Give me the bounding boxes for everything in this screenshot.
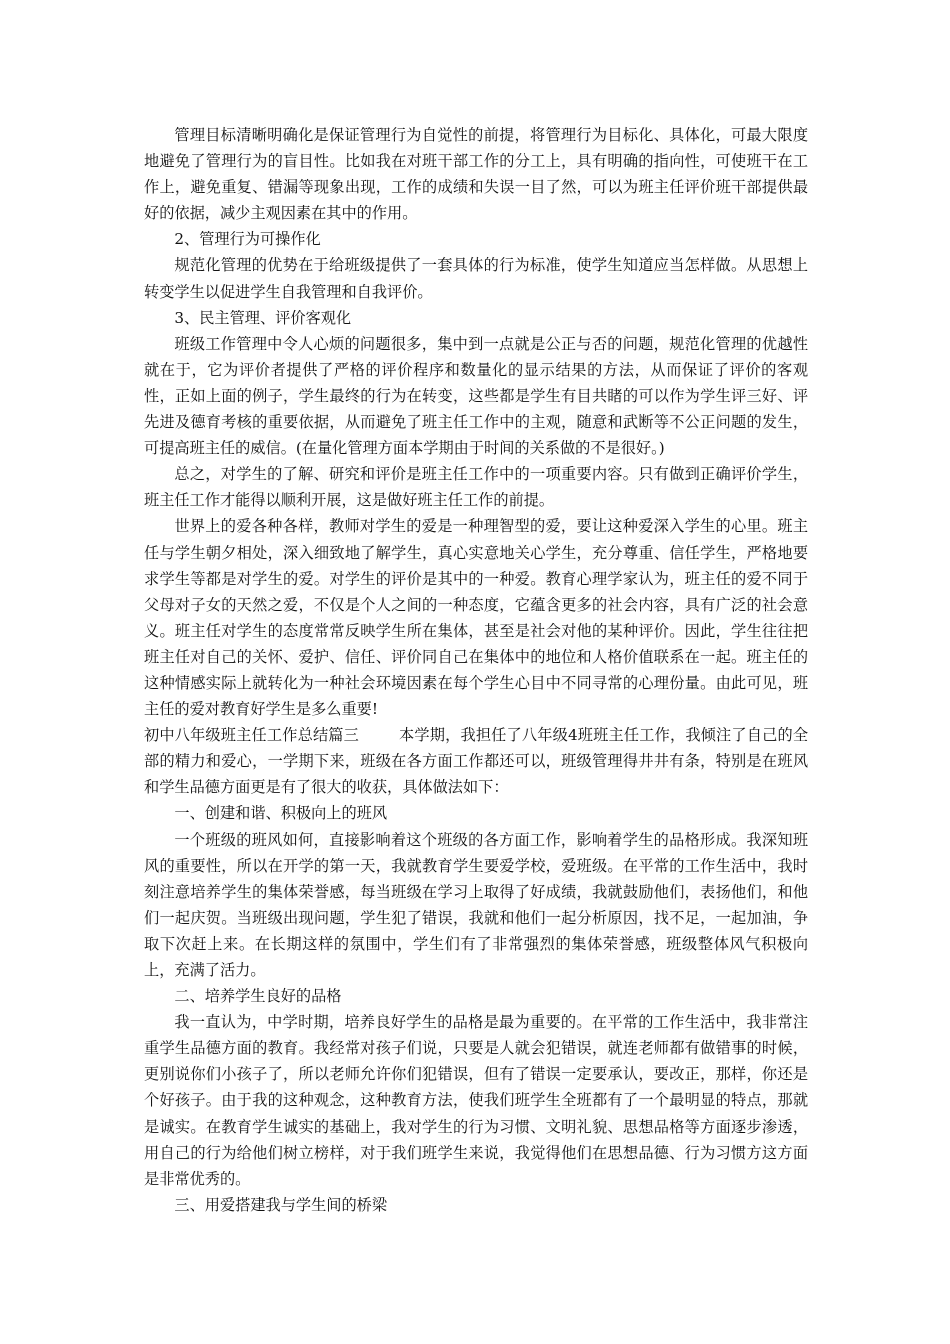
title-gap <box>359 726 399 744</box>
heading-good-character: 二、培养学生良好的品格 <box>174 987 342 1006</box>
heading-operability: 2、管理行为可操作化 <box>174 230 321 249</box>
paragraph-summary: 总之，对学生的了解、研究和评价是班主任工作中的一项重要内容。只有做到正确评价学生，班主任工作才能得以顺利开展，这是做好班主任工作的前提。 <box>144 465 808 510</box>
paragraph-good-character: 我一直认为，中学时期，培养良好学生的品格是最为重要的。在平常的工作生活中，我非常注重学生品德方面的教育。我经常对孩子们说，只要是人就会犯错误，就连老师都有做错事的时候，更别说你们小孩子了，所以老师允许你们犯错误，但有了错误一定要承认，要改正，那样，你还是个好孩子。由于我的这种观念，这种教育方法，使我们班学生全班都有了一个最明显的特点，那就是诚实。在教育学生诚实的基础上，我对学生的行为习惯、文明礼貌、思想品格等方面逐步渗透，用自己的行为给他们树立榜样，对于我们班学生来说，我觉得他们在思想品德、行为习惯方这方面是非常优秀的。 <box>144 1013 808 1188</box>
section-three-title: 初中八年级班主任工作总结篇三 <box>144 726 360 745</box>
heading-class-spirit: 一、创建和谐、积极向上的班风 <box>174 804 388 823</box>
paragraph-standardized-management: 规范化管理的优势在于给班级提供了一套具体的行为标准，使学生知道应当怎样做。从思想上转变学生以促进学生自我管理和自我评价。 <box>144 256 808 301</box>
paragraph-teacher-love: 世界上的爱各种各样，教师对学生的爱是一种理智型的爱，要让这种爱深入学生的心里。班主任与学生朝夕相处，深入细致地了解学生，真心实意地关心学生，充分尊重、信任学生，严格地要求学生等都是对学生的爱。对学生的评价是其中的一种爱。教育心理学家认为，班主任的爱不同于父母对子女的天然之爱，不仅是个人之间的一种态度，它蕴含更多的社会内容，具有广泛的社会意义。班主任对学生的态度常常反映学生所在集体，甚至是社会对他的某种评价。因此，学生往往把班主任对自己的关怀、爱护、信任、评价同自己在集体中的地位和人格价值联系在一起。班主任的这种情感实际上就转化为一种社会环境因素在每个学生心目中不同寻常的心理份量。由此可见，班主任的爱对教育好学生是多么重要! <box>144 517 808 719</box>
heading-bridge-of-love: 三、用爱搭建我与学生间的桥梁 <box>174 1195 388 1214</box>
paragraph-goal-clarity: 管理目标清晰明确化是保证管理行为自觉性的前提，将管理行为目标化、具体化，可最大限度地避免了管理行为的盲目性。比如我在对班干部工作的分工上，具有明确的指向性，可使班干在工作上，避免重复、错漏等现象出现，工作的成绩和失误一目了然，可以为班主任评价班干部提供最好的依据，减少主观因素在其中的作用。 <box>144 126 808 223</box>
paragraph-fair-evaluation: 班级工作管理中令人心烦的问题很多，集中到一点就是公正与否的问题，规范化管理的优越性就在于，它为评价者提供了严格的评价程序和数量化的显示结果的方法，从而保证了评价的客观性，正如上面的例子，学生最终的行为在转变，这些都是学生有目共睹的可以作为学生评三好、评先进及德育考核的重要依据，从而避免了班主任工作中的主观，随意和武断等不公正问题的发生，可提高班主任的威信。(在量化管理方面本学期由于时间的关系做的不是很好。) <box>144 334 808 458</box>
paragraph-section-three <box>144 722 808 800</box>
document-page <box>144 122 808 1218</box>
section-three-intro: 本学期，我担任了八年级4班班主任工作，我倾注了自己的全部的精力和爱心，一学期下来，班级在各方面工作都还可以，班级管理得井井有条，特别是在班风和学生品德方面更是有了很大的收获，具体做法如下： <box>144 726 809 797</box>
heading-democratic-management: 3、民主管理、评价客观化 <box>174 308 352 327</box>
paragraph-class-spirit: 一个班级的班风如何，直接影响着这个班级的各方面工作，影响着学生的品格形成。我深知班风的重要性，所以在开学的第一天，我就教育学生要爱学校，爱班级。在平常的工作生活中，我时刻注意培养学生的集体荣誉感，每当班级在学习上取得了好成绩，我就鼓励他们，表扬他们，和他们一起庆贺。当班级出现问题，学生犯了错误，我就和他们一起分析原因，找不足，一起加油，争取下次赶上来。在长期这样的氛围中，学生们有了非常强烈的集体荣誉感，班级整体风气积极向上，充满了活力。 <box>144 830 808 979</box>
